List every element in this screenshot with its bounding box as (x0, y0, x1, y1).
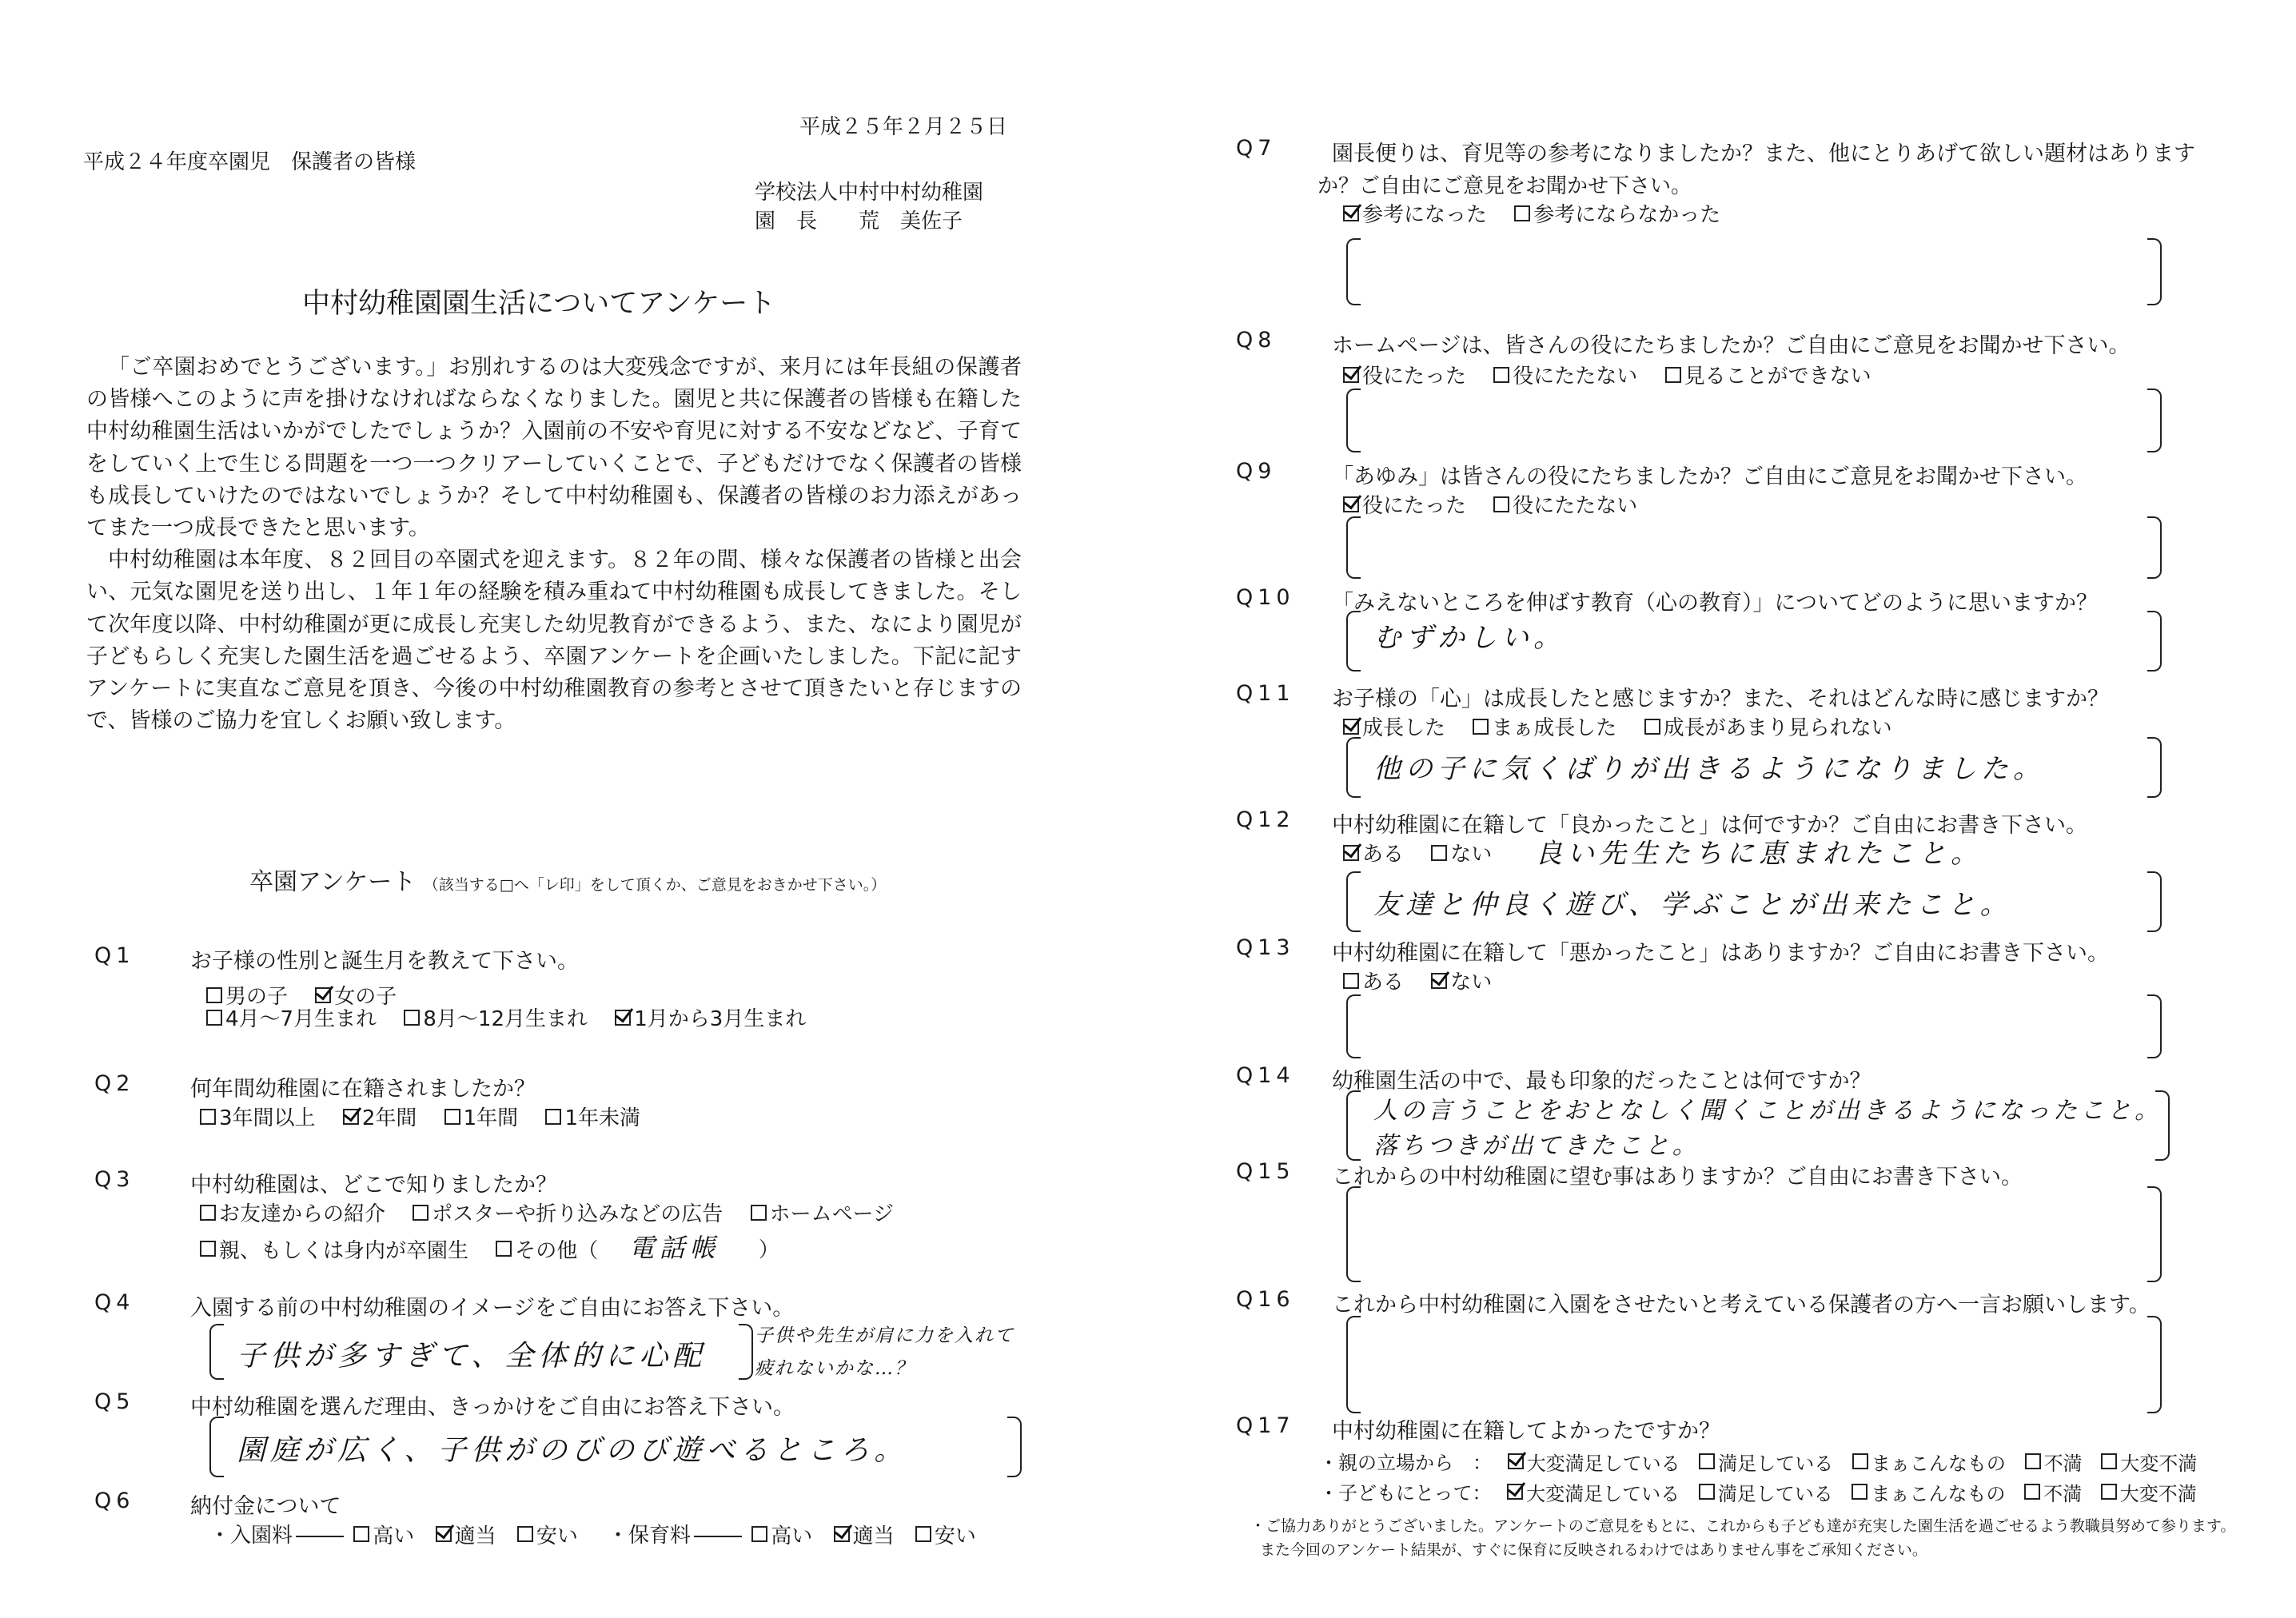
question-text-line-2: か？ご自由にご意見をお聞かせ下さい。 (1317, 174, 1692, 198)
survey-note: （該当する□へ「レ印」をして頂くか、ご意見をおきかせ下さい。） (423, 876, 887, 894)
q1-birth-options (206, 1002, 827, 1032)
option-very-dissatisfied[interactable]: 大変不満 (2101, 1448, 2197, 1476)
question-text-line-1: 園長便りは、育児等の参考になりましたか？また、他にとりあげて欲しい題材はあります (1332, 141, 2195, 166)
option-yes[interactable]: ある (1343, 838, 1404, 867)
option-grew[interactable]: 成長した (1343, 711, 1445, 741)
entrance-fee-label: ・入園料 (209, 1524, 293, 1548)
option-friend-referral[interactable]: お友達からの紹介 (200, 1198, 385, 1227)
footer-note-1: ・ご協力ありがとうございました。アンケートのご意見をもとに、これからも子ども達が充実した園生活を過ごせるよう教職員努めて参ります。 (1250, 1517, 2236, 1535)
q8-options (1343, 360, 1892, 389)
survey-title-text: 卒園アンケート (249, 868, 417, 896)
checkbox[interactable] (1644, 719, 1660, 735)
question-text: 中村幼稚園に在籍して「良かったこと」は何ですか？ご自由にお書き下さい。 (1332, 813, 2087, 838)
checkbox-checked[interactable] (1343, 367, 1359, 383)
question-text: これからの中村幼稚園に望む事はありますか？ご自由にお書き下さい。 (1332, 1165, 2023, 1190)
question-text: お子様の性別と誕生月を教えて下さい。 (190, 949, 579, 974)
option-poster-ad[interactable]: ポスターや折り込みなどの広告 (413, 1198, 723, 1227)
right-page (1148, 0, 2296, 1618)
checkbox[interactable] (444, 1109, 460, 1125)
checkbox[interactable] (1852, 1453, 1868, 1469)
q12-answer-box[interactable] (1346, 871, 2162, 932)
checkbox[interactable] (206, 987, 222, 1003)
option-so-so[interactable]: まぁこんなもの (1852, 1478, 2005, 1506)
option-not-useful[interactable]: 役にたたない (1493, 360, 1637, 389)
option-aug-dec[interactable]: 8月～12月生まれ (404, 1002, 588, 1032)
q4-answer-aside (755, 1321, 1014, 1380)
q15-answer-box[interactable] (1346, 1186, 2162, 1282)
option-helpful[interactable]: 参考になった (1343, 198, 1487, 228)
option-1-year[interactable]: 1年間 (444, 1102, 519, 1131)
intro-text (86, 352, 1022, 737)
question-text: 何年間幼稚園に在籍されましたか？ (190, 1077, 536, 1102)
option-apr-jul[interactable]: 4月～7月生まれ (206, 1002, 377, 1032)
checkbox-checked[interactable] (1507, 1484, 1523, 1500)
checkbox[interactable] (1343, 973, 1359, 989)
q13-options (1343, 966, 1513, 995)
option-very-dissatisfied[interactable]: 大変不満 (2101, 1478, 2197, 1506)
q7-options (1343, 198, 1741, 228)
option-boy[interactable]: 男の子 (206, 980, 288, 1010)
checkbox[interactable] (517, 1526, 533, 1542)
q3-options-row1 (200, 1198, 915, 1227)
q10-answer-box[interactable] (1346, 611, 2162, 672)
checkbox[interactable] (413, 1205, 429, 1221)
option-2-years[interactable]: 2年間 (343, 1102, 417, 1131)
dash-line (694, 1536, 742, 1537)
document-date: 平成２５年２月２５日 (799, 115, 1008, 139)
principal-name: 園 長 荒 美佐子 (755, 209, 963, 233)
option-no[interactable]: ない (1431, 966, 1492, 995)
question-text: ホームページは、皆さんの役にたちましたか？ご自由にご意見をお聞かせ下さい。 (1332, 333, 2131, 358)
q5-answer-box[interactable] (209, 1417, 1022, 1477)
q4-answer-box[interactable] (209, 1324, 753, 1380)
q17-child-options (1319, 1477, 2197, 1506)
checkbox[interactable] (751, 1526, 767, 1542)
q4-answer: 子供が多すぎて、全体的に心配 (237, 1340, 707, 1373)
question-number: Q1 (94, 943, 135, 968)
q14-answer-line-1: 人の言うことをおとなしく聞くことが出きるようになったこと。 (1373, 1097, 2162, 1125)
school-name: 学校法人中村中村幼稚園 (755, 181, 984, 205)
checkbox[interactable] (915, 1526, 931, 1542)
question-text: 「あゆみ」は皆さんの役にたちましたか？ご自由にご意見をお聞かせ下さい。 (1332, 464, 2087, 489)
checkbox[interactable] (496, 1241, 512, 1257)
q6-tuition-fee (608, 1519, 997, 1549)
question-text: 中村幼稚園は、どこで知りましたか？ (190, 1173, 557, 1198)
q12-answer-line-2: 友達と仲良く遊び、学ぶことが出来たこと。 (1373, 889, 2012, 921)
q12-answer-line-1: 良い先生たちに恵まれたこと。 (1535, 838, 1983, 870)
q14-answer-box[interactable] (1346, 1090, 2170, 1161)
q4-aside-line-1: 子供や先生が肩に力を入れて (755, 1325, 1014, 1346)
question-number: Q5 (94, 1389, 135, 1414)
q9-answer-box[interactable] (1346, 516, 2162, 579)
child-perspective-label: ・子どもにとって： (1319, 1482, 1492, 1504)
question-text: 幼稚園生活の中で、最も印象的だったことは何ですか？ (1332, 1069, 1871, 1094)
checkbox-checked[interactable] (315, 987, 331, 1003)
question-number: Q14 (1236, 1063, 1295, 1088)
checkbox[interactable] (1431, 845, 1447, 861)
checkbox[interactable] (1493, 496, 1509, 512)
question-number: Q11 (1236, 681, 1295, 706)
checkbox[interactable] (2101, 1484, 2117, 1500)
q8-answer-box[interactable] (1346, 389, 2162, 452)
survey-title (249, 862, 886, 897)
checkbox[interactable] (1514, 205, 1530, 221)
q2-options (200, 1102, 661, 1131)
checkbox[interactable] (200, 1205, 216, 1221)
checkbox-checked[interactable] (615, 1010, 631, 1026)
question-number: Q4 (94, 1290, 135, 1315)
checkbox[interactable] (2025, 1453, 2041, 1469)
checkbox[interactable] (545, 1109, 561, 1125)
question-text: 中村幼稚園に在籍して「悪かったこと」はありますか？ご自由にお書き下さい。 (1332, 941, 2109, 966)
checkbox-checked[interactable] (1343, 845, 1359, 861)
checkbox[interactable] (200, 1241, 216, 1257)
question-number: Q9 (1236, 459, 1277, 484)
option-high[interactable]: 高い (751, 1520, 812, 1549)
option-dissatisfied[interactable]: 不満 (2025, 1448, 2083, 1476)
question-number: Q16 (1236, 1287, 1295, 1312)
intro-paragraph-1: 「ご卒園おめでとうございます。」お別れするのは大変残念ですが、来月には年長組の保護者の皆様へこのように声を掛けなければならなくなりました。園児と共に保護者の皆様も在籍した中村幼稚園生活はいかがでしたでしょうか？入園前の不安や育児に対する不安などなど、子育てをしていく上で生じる問題を一つ一つクリアーしていくことで、子どもだけでなく保護者の皆様も成長していけたのではないでしょうか？そして中村幼稚園も、保護者の皆様のお力添えがあってまた一つ成長できたと思います。 (86, 355, 1022, 541)
checkbox[interactable] (200, 1109, 216, 1125)
option-no[interactable]: ない (1431, 838, 1492, 867)
checkbox-checked[interactable] (834, 1526, 850, 1542)
checkbox-checked[interactable] (1343, 205, 1359, 221)
checkbox[interactable] (1699, 1453, 1715, 1469)
question-number: Q13 (1236, 935, 1295, 960)
checkbox[interactable] (1852, 1484, 1867, 1500)
checkbox[interactable] (2101, 1453, 2117, 1469)
q7-answer-box[interactable] (1346, 238, 2162, 305)
q10-answer: むずかしい。 (1373, 622, 1565, 654)
question-number: Q7 (1236, 136, 1277, 161)
question-number: Q15 (1236, 1159, 1295, 1184)
option-satisfied[interactable]: 満足している (1699, 1478, 1833, 1506)
option-very-satisfied[interactable]: 大変満足している (1507, 1478, 1680, 1506)
question-number: Q8 (1236, 328, 1277, 353)
checkbox-checked[interactable] (343, 1109, 359, 1125)
question-text: 納付金について (190, 1494, 341, 1519)
option-3-years[interactable]: 3年間以上 (200, 1102, 316, 1131)
q5-answer: 園庭が広く、子供がのびのび遊べるところ。 (237, 1434, 908, 1467)
question-number: Q12 (1236, 807, 1295, 832)
question-number: Q2 (94, 1071, 135, 1096)
question-text: 入園する前の中村幼稚園のイメージをご自由にお答え下さい。 (190, 1296, 795, 1321)
option-under-1-year[interactable]: 1年未満 (545, 1102, 640, 1131)
checkbox[interactable] (1699, 1484, 1715, 1500)
option-yes[interactable]: ある (1343, 966, 1404, 995)
option-not-helpful[interactable]: 参考にならなかった (1514, 198, 1720, 228)
dash-line (296, 1536, 344, 1537)
question-number: Q3 (94, 1167, 135, 1192)
question-text: お子様の「心」は成長したと感じますか？また、それはどんな時に感じますか？ (1332, 687, 2109, 711)
option-girl[interactable]: 女の子 (315, 980, 397, 1010)
option-dissatisfied[interactable]: 不満 (2024, 1478, 2082, 1506)
option-not-useful[interactable]: 役にたたない (1493, 489, 1637, 519)
q6-entrance-fee (209, 1519, 599, 1549)
addressee: 平成２４年度卒園児 保護者の皆様 (83, 150, 417, 174)
question-text: これから中村幼稚園に入園をさせたいと考えている保護者の方へ一言お願いします。 (1332, 1293, 2151, 1317)
checkbox[interactable] (1473, 719, 1489, 735)
option-so-so[interactable]: まぁこんなもの (1852, 1448, 2006, 1476)
footer-note-2: また今回のアンケート結果が、すぐに保育に反映されるわけではありません事をご承知ください。 (1260, 1541, 1927, 1559)
option-appropriate[interactable]: 適当 (436, 1520, 496, 1549)
checkbox[interactable] (1493, 367, 1509, 383)
option-little-growth[interactable]: 成長があまり見られない (1644, 711, 1892, 741)
checkbox-checked[interactable] (1343, 496, 1359, 512)
q17-parent-options (1319, 1447, 2197, 1476)
q12-options (1343, 838, 1513, 867)
q3-options-row2 (200, 1228, 779, 1265)
checkbox-checked[interactable] (436, 1526, 452, 1542)
option-jan-mar[interactable]: 1月から3月生まれ (615, 1002, 806, 1032)
checkbox[interactable] (2024, 1484, 2040, 1500)
tuition-fee-label: ・保育料 (608, 1524, 692, 1548)
checkbox[interactable] (404, 1010, 420, 1026)
checkbox[interactable] (206, 1010, 222, 1026)
option-very-satisfied[interactable]: 大変満足している (1508, 1448, 1680, 1476)
option-high[interactable]: 高い (353, 1520, 414, 1549)
parent-perspective-label: ・親の立場から ： (1319, 1452, 1492, 1474)
checkbox-checked[interactable] (1343, 719, 1359, 735)
q11-answer-box[interactable] (1346, 737, 2162, 798)
option-appropriate[interactable]: 適当 (834, 1520, 895, 1549)
q11-answer: 他の子に気くばりが出きるようになりました。 (1373, 753, 2045, 785)
option-other[interactable]: その他（ (496, 1234, 598, 1264)
q16-answer-box[interactable] (1346, 1316, 2162, 1413)
option-useful[interactable]: 役にたった (1343, 360, 1466, 389)
checkbox[interactable] (353, 1526, 369, 1542)
q14-answer-line-2: 落ちつきが出てきたこと。 (1373, 1132, 1700, 1160)
question-text: 中村幼稚園に在籍してよかったですか？ (1332, 1419, 1720, 1444)
checkbox[interactable] (751, 1205, 767, 1221)
option-alumni-family[interactable]: 親、もしくは身内が卒園生 (200, 1234, 468, 1264)
checkbox[interactable] (1665, 367, 1681, 383)
q13-answer-box[interactable] (1346, 994, 2162, 1058)
checkbox-checked[interactable] (1431, 973, 1447, 989)
option-homepage[interactable]: ホームページ (751, 1198, 894, 1227)
q9-options (1343, 489, 1658, 519)
question-number: Q17 (1236, 1413, 1295, 1438)
question-text: 中村幼稚園を選んだ理由、きっかけをご自由にお答え下さい。 (190, 1395, 795, 1420)
option-could-not-view[interactable]: 見ることができない (1665, 360, 1871, 389)
option-satisfied[interactable]: 満足している (1699, 1448, 1833, 1476)
question-text: 「みえないところを伸ばす教育（心の教育）」についてどのように思いますか？ (1332, 591, 2098, 616)
q3-other-answer: 電話帳 (628, 1233, 720, 1263)
option-cheap[interactable]: 安い (915, 1520, 976, 1549)
option-cheap[interactable]: 安い (517, 1520, 578, 1549)
question-number: Q10 (1236, 585, 1295, 610)
question-number: Q6 (94, 1488, 135, 1513)
checkbox-checked[interactable] (1508, 1453, 1524, 1469)
option-useful[interactable]: 役にたった (1343, 489, 1466, 519)
intro-paragraph-2: 中村幼稚園は本年度、８２回目の卒園式を迎えます。８２年の間、様々な保護者の皆様と出会い、元気な園児を送り出し、１年１年の経験を積み重ねて中村幼稚園も成長してきました。そして次年度以降、中村幼稚園が更に成長し充実した幼児教育ができるよう、また、なにより園児が子どもらしく充実した園生活を過ごせるよう、卒園アンケートを企画いたしました。下記に記すアンケートに実直なご意見を頂き、今後の中村幼稚園教育の参考とさせて頂きたいと存じますので、皆様のご協力を宜しくお願い致します。 (86, 548, 1022, 734)
other-close-paren: ） (758, 1238, 779, 1262)
page-title: 中村幼稚園園生活についてアンケート (302, 288, 776, 320)
q4-aside-line-2: 疲れないかな…？ (755, 1358, 915, 1379)
option-somewhat-grew[interactable]: まぁ成長した (1473, 711, 1616, 741)
